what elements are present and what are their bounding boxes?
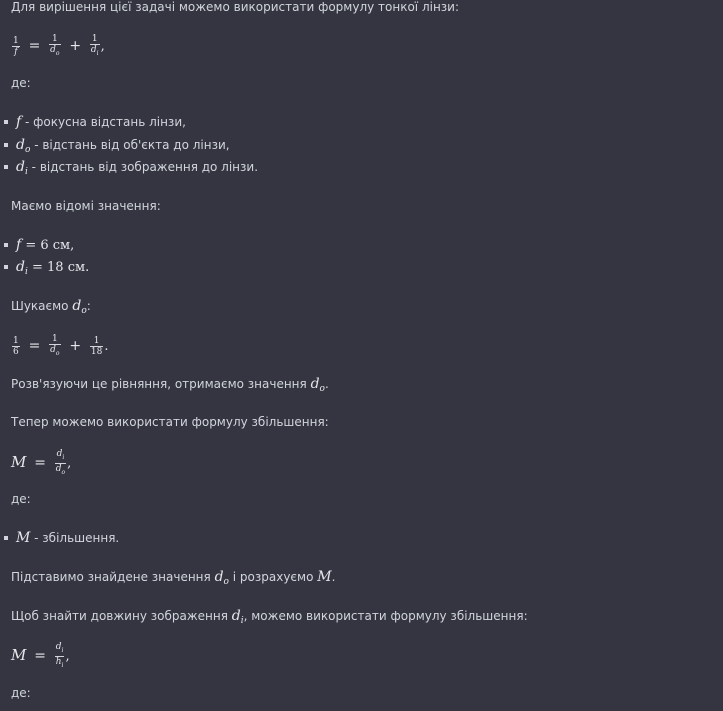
fraction: $\frac{1}{d_o}$ xyxy=(50,334,60,357)
magnification-intro: Тепер можемо використати формулу збільшення: xyxy=(11,415,329,429)
list-item: $d_i$ - відстань від зображення до лінзи. xyxy=(16,159,258,177)
list-item: f - фокусна відстань лінзи, xyxy=(16,114,186,130)
list-item: M - збільшення. xyxy=(16,530,119,546)
fraction: $\frac{1}{d_i}$ xyxy=(90,34,99,57)
equation-2: $\frac{1}{6}$ = $\frac{1}{d_o}$ + $\frac{1}{18}$ . xyxy=(13,334,109,357)
bullet xyxy=(4,143,8,147)
solve-text: Розв'язуючи це рівняння, отримаємо значення $d_o$. xyxy=(11,376,329,394)
substitute-text: Підставимо знайдене значення $d_o$ і розрахуємо M. xyxy=(11,569,336,587)
bullet xyxy=(4,536,8,540)
fraction: $\frac{d_i}{h_i}$ xyxy=(55,642,64,669)
bullet xyxy=(4,165,8,169)
fraction: $\frac{1}{d_o}$ xyxy=(50,34,60,57)
fraction: $\frac{1}{18}$ xyxy=(90,335,103,357)
lens-formula: $\frac{1}{f}$ = $\frac{1}{d_o}$ + $\frac{1}{d_i}$ , xyxy=(13,34,105,57)
seek-text: Шукаємо $d_o$: xyxy=(11,298,91,316)
where-label: де: xyxy=(11,686,31,700)
bullet xyxy=(4,120,8,124)
list-item: f = 6 см, xyxy=(16,237,74,253)
image-length-text: Щоб знайти довжину зображення $d_i$, можемо використати формулу збільшення: xyxy=(11,608,528,626)
known-title: Маємо відомі значення: xyxy=(11,199,161,213)
intro-text: Для вирішення цієї задачі можемо використати формулу тонкої лінзи: xyxy=(11,0,460,14)
magnification-formula-2: M = $\frac{d_i}{h_i}$ , xyxy=(11,642,70,669)
bullet xyxy=(4,265,8,269)
magnification-formula: M = $\frac{d_i}{d_o}$ , xyxy=(11,449,72,476)
fraction: $\frac{1}{6}$ xyxy=(13,335,19,357)
fraction: $\frac{d_i}{d_o}$ xyxy=(55,449,66,476)
bullet xyxy=(4,243,8,247)
fraction: $\frac{1}{f}$ xyxy=(13,35,19,57)
list-item: $d_o$ - відстань від об'єкта до лінзи, xyxy=(16,137,230,155)
where-label: де: xyxy=(11,76,31,90)
list-item: $d_i = 18$ см. xyxy=(16,259,89,277)
where-label: де: xyxy=(11,492,31,506)
